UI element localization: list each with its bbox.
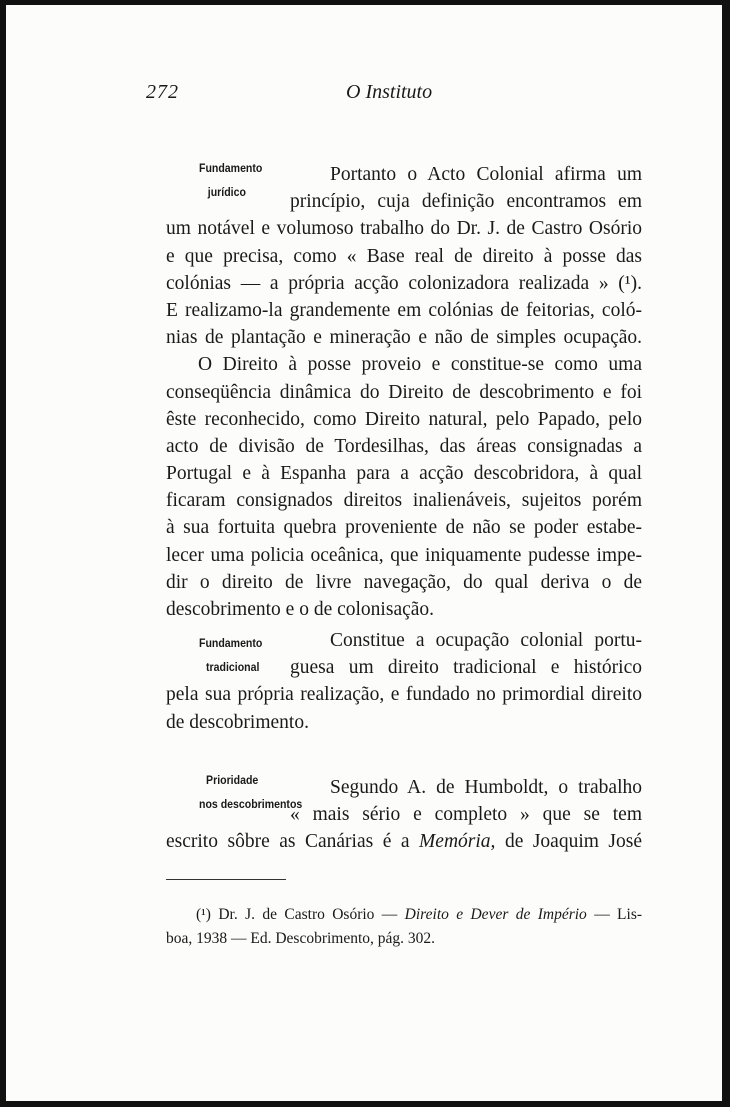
paragraph-prioridade (166, 774, 642, 856)
text-line: conseqüência dinâmica do Direito de descobrimento e foi (166, 381, 642, 403)
text-line: Portanto o Acto Colonial afirma um (330, 164, 642, 185)
text-line: guesa um direito tradicional e histórico (290, 657, 642, 679)
page-number: 272 (146, 81, 179, 103)
text-line: nias de plantação e mineração e não de simples ocupação. (166, 327, 642, 349)
text-line: Segundo A. de Humboldt, o trabalho (330, 777, 642, 798)
footnote (166, 903, 642, 951)
side-label-fundamento-tradicional: Fundamento tradicional (199, 636, 263, 674)
emphasis-memoria: Memória, (419, 831, 496, 853)
text-line: E realizamo-la grandemente em colónias de feitorias, coló- (166, 299, 642, 321)
running-title: O Instituto (346, 81, 433, 103)
book-page (6, 5, 722, 1101)
text-line: à sua fortuita quebra proveniente de não se poder estabe- (166, 517, 642, 539)
text-line: dir o direito de livre navegação, do qual deriva o de (166, 571, 642, 593)
paragraph-fundamento-tradicional (166, 627, 642, 736)
text-line: pela sua própria realização, e fundado no primordial direito (166, 684, 642, 706)
side-label-prioridade: Prioridade nos descobrimentos (199, 773, 303, 811)
text-line: lecer uma policia oceânica, que iniquamente pudesse impe- (166, 544, 642, 566)
footnote-line: boa, 1938 — Ed. Descobrimento, pág. 302. (166, 930, 436, 947)
text-line: ficaram consignados direitos inalienáveis, sujeitos porém (166, 490, 642, 512)
side-label-fundamento-juridico: Fundamento jurídico (199, 161, 263, 199)
text-line: descobrimento e o de colonisação. (166, 599, 435, 620)
text-line: um notável e volumoso trabalho do Dr. J. de Castro Osório (166, 218, 642, 240)
text-line: Constitue a ocupação colonial portu- (330, 630, 642, 651)
text-line: colónias — a própria acção colonizadora realizada » (¹). (166, 272, 642, 294)
footnote-line: (¹) Dr. J. de Castro Osório — Direito e Dever de Império — Lis- (196, 906, 643, 923)
text-line: acto de divisão de Tordesilhas, das áreas consignadas a (166, 435, 642, 457)
footnote-title: Direito e Dever de Império (404, 906, 587, 923)
text-line: Portugal e à Espanha para a acção descobridora, à qual (166, 463, 642, 485)
text-line: princípio, cuja definição encontramos em (290, 191, 642, 213)
text-line: « mais sério e completo » que se tem (290, 804, 642, 826)
footnote-rule (166, 879, 286, 880)
text-line: O Direito à posse proveio e constitue-se como uma (198, 354, 642, 376)
paragraph-fundamento-juridico (166, 161, 642, 623)
text-line: escrito sôbre as Canárias é a Memória, de Joaquim José (166, 831, 643, 853)
text-line: êste reconhecido, como Direito natural, pelo Papado, pelo (166, 408, 642, 430)
text-line: e que precisa, como « Base real de direito à posse das (166, 245, 642, 267)
text-line: de descobrimento. (166, 711, 309, 733)
